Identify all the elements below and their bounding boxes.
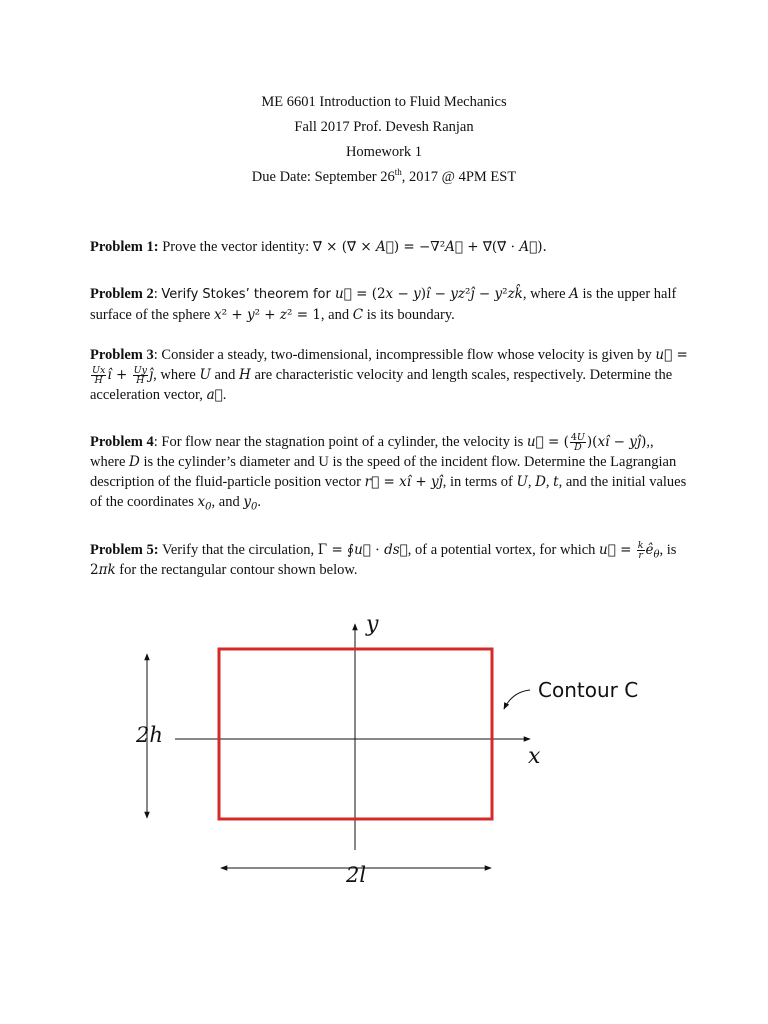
y-axis-label: y [366,612,379,637]
due-date: Due Date: September 26th, 2017 @ 4PM EST [251,167,517,185]
sphere-equation: x² + y² + z² = 1 [214,307,321,323]
position-vector-equation: r⃗ = xî + yĵ [364,474,443,490]
problem-3: Problem 3: Consider a steady, two-dimensional, incompressible flow whose velocity is given by u⃗ = $\frac{Ux}{H}$ î + $\frac{Uy}{H}$ ĵ, where U and H are characteristic velocity and length scales, respectively. Determine the acceleration vector, a⃗. [90,347,688,403]
acceleration-vector: a⃗ [206,387,223,403]
contour-figure [0,600,768,900]
width-label: 2l [346,863,367,887]
course-title: ME 6601 Introduction to Fluid Mechanics [261,94,507,110]
contour-pointer-arrow [504,690,530,709]
problem-2: Problem 2: Verify Stokes’ theorem for u⃗ = (2x − y)î − yz²ĵ − y²zk̂, where A is the upper half surface of the sphere x² + y² + z² = 1, and C is its boundary. [90,286,677,323]
problem-3-label: Problem 3 [90,347,154,363]
problem-2-label: Problem 2 [90,286,154,302]
variables-u-d-t: U [516,474,528,490]
initial-x: $x_0$ [197,494,212,513]
problem-4: Problem 4: For flow near the stagnation point of a cylinder, the velocity is u⃗ = ( $\frac{4U}{D}$ )(xî − yĵ),, where D is the cylinder’s diameter and U is the speed of the incident flow. Determine the Lagrangian description of the fluid-particle position vector r⃗ = xî + yĵ, in terms of U, D, t, and the initial values of the coordinates $x_0$, and $y_0$. [90,432,687,513]
height-label: 2h [136,723,163,747]
velocity-field-equation: u⃗ = $\frac{Ux}{H}$ î + $\frac{Uy}{H}$ ĵ [92,347,688,386]
problem-1: Problem 1: Prove the vector identity: ∇⃗ × (∇⃗ × A⃗) = −∇²A⃗ + ∇⃗(∇⃗ ⋅ A⃗). [90,239,547,255]
initial-y: $y_0$ [243,494,258,513]
stokes-velocity-equation: u⃗ = (2x − y)î − yz²ĵ − y²zk̂ [335,286,523,302]
stagnation-velocity-equation: u⃗ = ( $\frac{4U}{D}$ )(xî − yĵ) [526,432,647,453]
homework-header [0,90,768,190]
term-and-professor: Fall 2017 Prof. Devesh Ranjan [294,119,474,135]
problem-1-label: Problem 1: [90,239,159,255]
vector-identity-equation: ∇⃗ × (∇⃗ × A⃗) = −∇²A⃗ + ∇⃗(∇⃗ ⋅ A⃗). [312,239,547,255]
problem-5-label: Problem 5: [90,542,159,558]
problem-5: Problem 5: Verify that the circulation, Γ = ∮u⃗ ⋅ ds⃗, of a potential vortex, for which u⃗ = $\frac{k}{r}$ $ê_\theta$, is 2πk for the rectangular contour shown below. [90,540,677,578]
x-axis-label: x [528,744,541,769]
problem-4-label: Problem 4 [90,434,154,450]
circulation-equation: Γ = ∮u⃗ ⋅ ds⃗ [317,542,408,558]
circulation-result: 2πk [90,562,116,578]
assignment-title: Homework 1 [345,144,423,160]
vortex-velocity-equation: u⃗ = $\frac{k}{r}$ $ê_\theta$ [599,540,660,561]
contour-label: Contour C [538,678,639,702]
